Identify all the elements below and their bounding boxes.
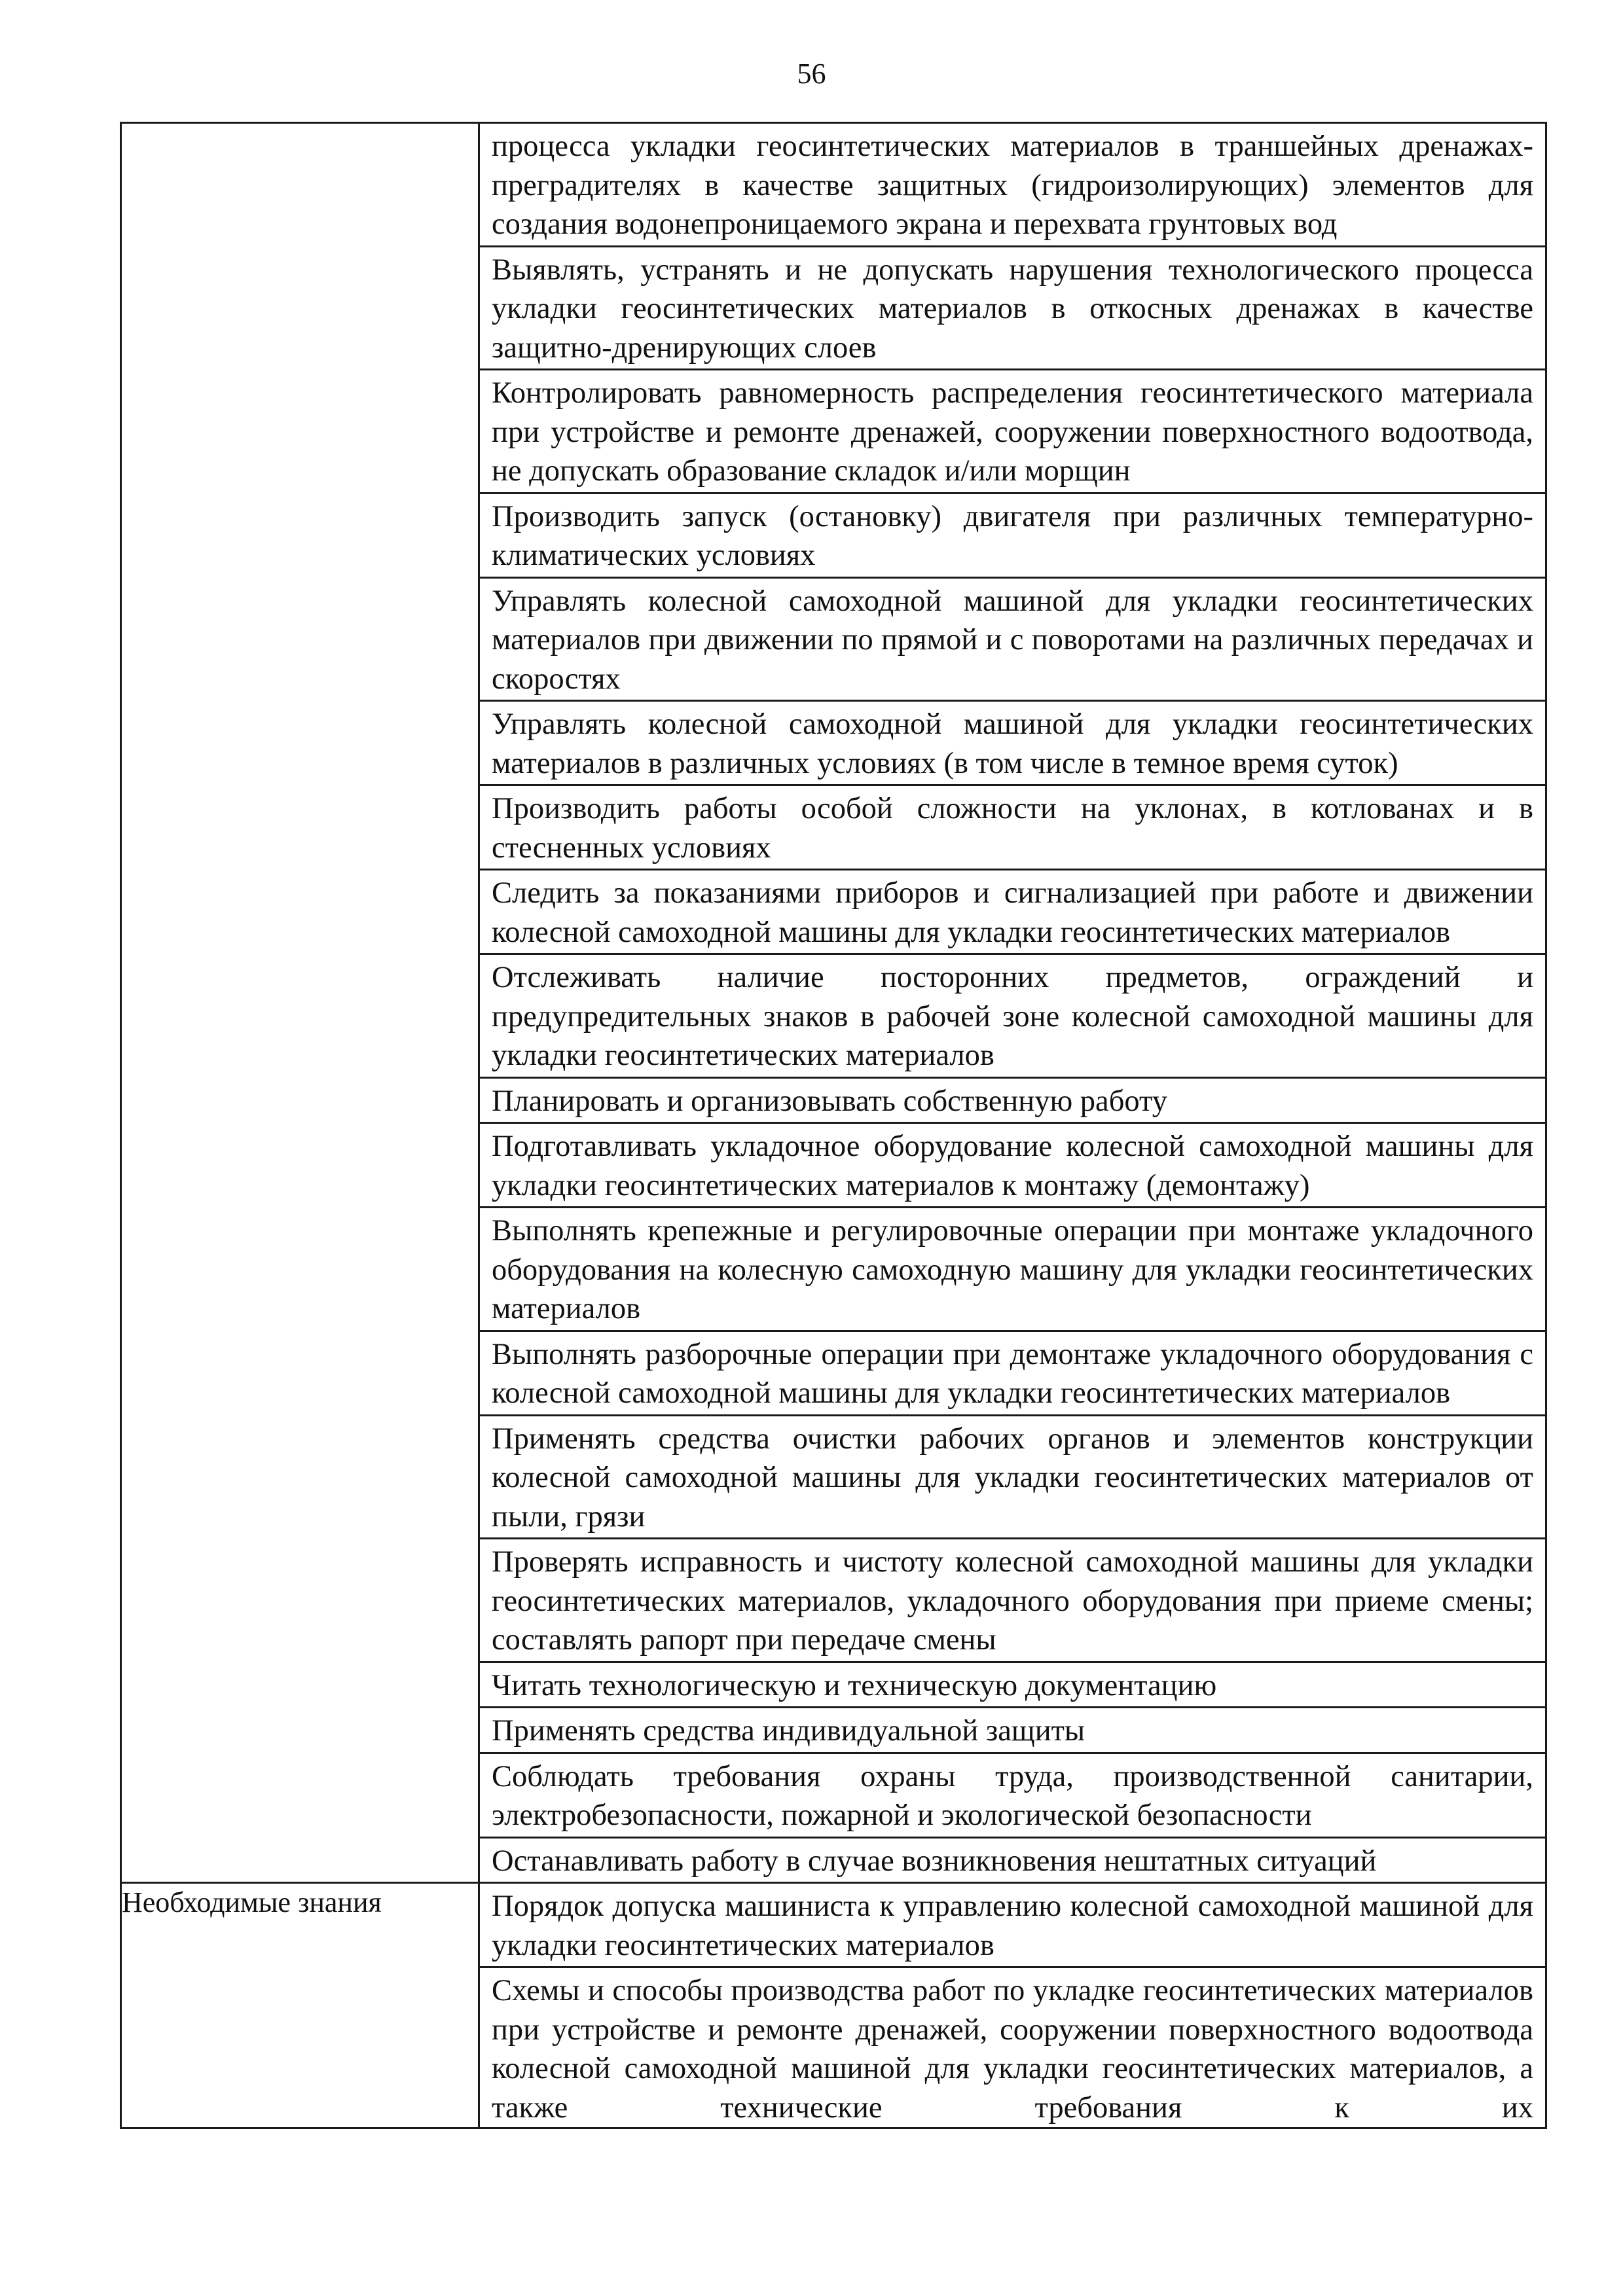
table-cell: Следить за показаниями приборов и сигнализацией при работе и движении колесной самоходной машины для укладки геосинтетических материалов [480,870,1545,955]
section-items-knowledge [479,1883,1546,2128]
table-cell: Подготавливать укладочное оборудование колесной самоходной машины для укладки геосинтетических материалов к монтажу (демонтажу) [480,1124,1545,1208]
table-cell: Планировать и организовывать собственную работу [480,1079,1545,1124]
table-cell: Применять средства очистки рабочих органов и элементов конструкции колесной самоходной машины для укладки геосинтетических материалов от пыли, грязи [480,1416,1545,1540]
page-number: 56 [797,58,826,90]
table-cell: Схемы и способы производства работ по укладке геосинтетических материалов при устройстве и ремонте дренажей, сооружении поверхностного водоотвода колесной самоходной машиной для укладки геосинтетических материалов, а также технические требования к их [492,1974,1533,2125]
table-cell: Производить работы особой сложности на уклонах, в котлованах и в стесненных условиях [480,786,1545,870]
table-cell: Применять средства индивидуальной защиты [480,1708,1545,1754]
section-label-knowledge: Необходимые знания [121,1883,479,2128]
section-label-skills [121,123,479,1883]
table-cell: Порядок допуска машиниста к управлению колесной самоходной машиной для укладки геосинтетических материалов [480,1884,1545,1968]
table-cell: Соблюдать требования охраны труда, производственной санитарии, электробезопасности, пожарной и экологической безопасности [480,1754,1545,1839]
table-cell: Управлять колесной самоходной машиной для укладки геосинтетических материалов в различных условиях (в том числе в темное время суток) [480,702,1545,786]
table-cell: Останавливать работу в случае возникновения нештатных ситуаций [492,1844,1377,1878]
table-cell: Проверять исправность и чистоту колесной самоходной машины для укладки геосинтетических материалов, укладочного оборудования при приеме смены; составлять рапорт при передаче смены [480,1539,1545,1663]
table-cell: Читать технологическую и техническую документацию [480,1663,1545,1709]
table-cell: Производить запуск (остановку) двигателя при различных температурно-климатических условиях [480,494,1545,579]
table-cell: Управлять колесной самоходной машиной для укладки геосинтетических материалов при движении по прямой и с поворотами на различных передачах и скоростях [480,579,1545,702]
table-cell: Отслеживать наличие посторонних предметов, ограждений и предупредительных знаков в рабочей зоне колесной самоходной машины для укладки геосинтетических материалов [480,955,1545,1079]
section-items-skills [479,123,1546,1883]
table-cell: Выявлять, устранять и не допускать нарушения технологического процесса укладки геосинтетических материалов в откосных дренажах в качестве защитно-дренирующих слоев [480,247,1545,371]
table-row-skills [121,123,1546,1883]
table-cell: Выполнять разборочные операции при демонтаже укладочного оборудования с колесной самоходной машины для укладки геосинтетических материалов [480,1332,1545,1416]
table-cell: Выполнять крепежные и регулировочные операции при монтаже укладочного оборудования на колесную самоходную машину для укладки геосинтетических материалов [480,1208,1545,1332]
table-cell: процесса укладки геосинтетических материалов в траншейных дренажах-преградителях в качестве защитных (гидроизолирующих) элементов для создания водонепроницаемого экрана и перехвата грунтовых вод [480,124,1545,247]
requirements-table [120,122,1547,2129]
table-cell: Контролировать равномерность распределения геосинтетического материала при устройстве и ремонте дренажей, сооружении поверхностного водоотвода, не допускать образование складок и/или морщин [480,370,1545,494]
table-row-knowledge [121,1883,1546,2128]
